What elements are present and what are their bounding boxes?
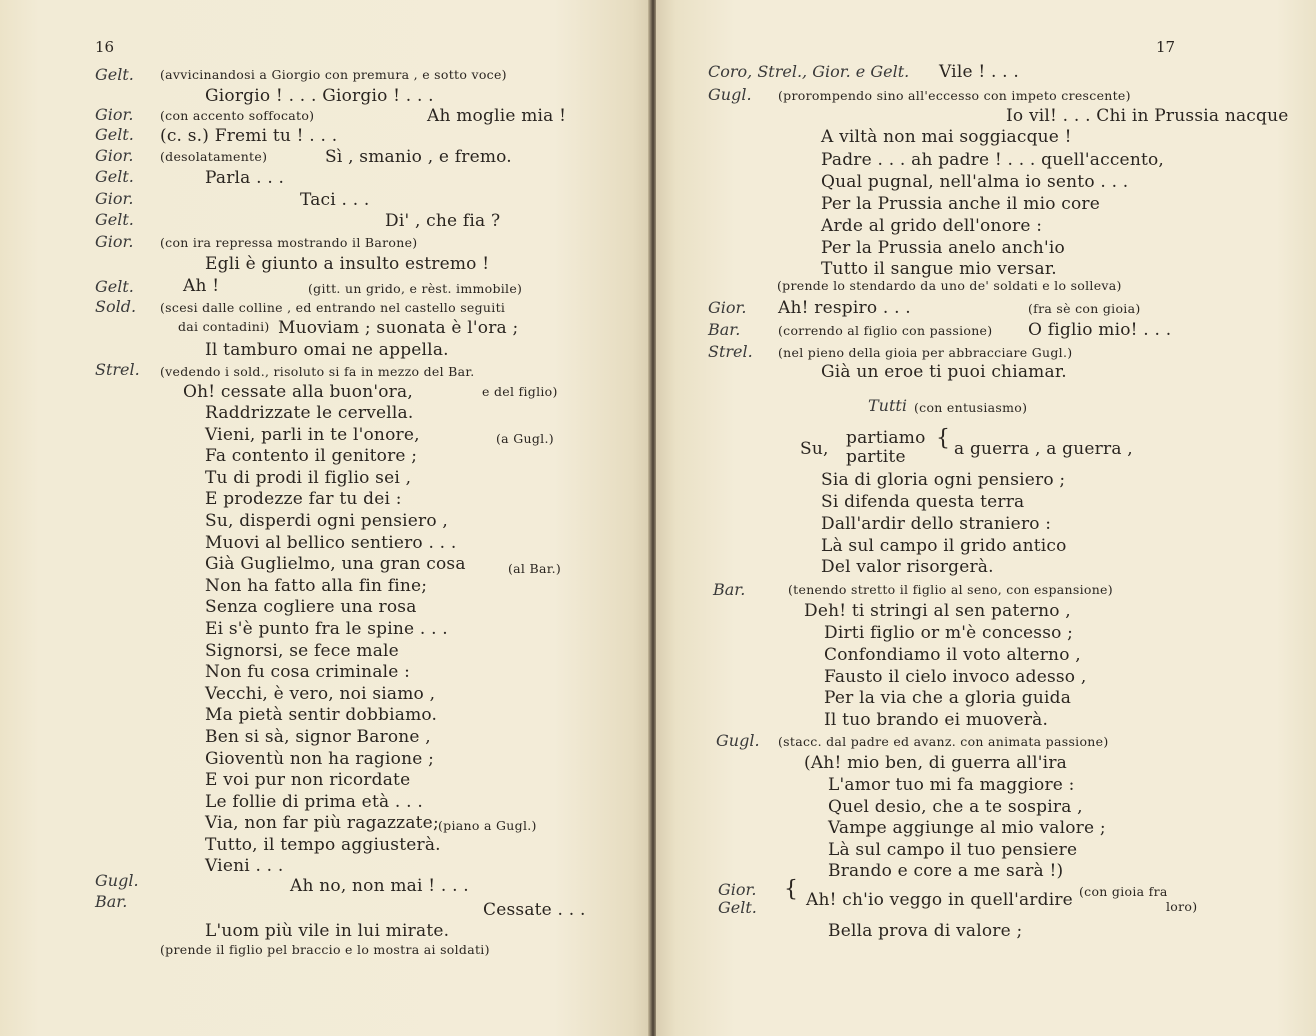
- verse-line: Di' , che fia ?: [385, 211, 501, 231]
- stage-direction: (tenendo stretto il figlio al seno, con espansione): [788, 582, 1113, 597]
- stage-direction: loro): [1166, 899, 1198, 914]
- verse-line: O figlio mio! . . .: [1028, 320, 1172, 340]
- stage-direction: (con ira repressa mostrando il Barone): [160, 235, 418, 250]
- verse-line: a guerra , a guerra ,: [954, 439, 1133, 459]
- verse-line: Per la via che a gloria guida: [824, 688, 1072, 708]
- speaker-label: Gugl.: [716, 731, 760, 750]
- verse-line: Già Guglielmo, una gran cosa: [205, 554, 466, 574]
- speaker-label: Gior.: [95, 146, 134, 165]
- verse-line: Non ha fatto alla fin fine;: [205, 576, 428, 596]
- stage-direction: (desolatamente): [160, 149, 268, 164]
- verse-line: Il tuo brando ei muoverà.: [824, 710, 1049, 730]
- speaker-label: Gelt.: [95, 210, 134, 229]
- stage-direction: (nel pieno della gioia per abbracciare Gugl.): [778, 345, 1073, 360]
- speaker-label: Gior.: [718, 880, 757, 899]
- verse-line: Ei s'è punto fra le spine . . .: [205, 619, 448, 639]
- verse-line: Vecchi, è vero, noi siamo ,: [205, 684, 436, 704]
- verse-line: Non fu cosa criminale :: [205, 662, 411, 682]
- stage-direction: (piano a Gugl.): [438, 818, 537, 833]
- verse-line: Deh! ti stringi al sen paterno ,: [804, 601, 1071, 621]
- verse-line: Le follie di prima età . . .: [205, 792, 423, 812]
- verse-line: Gioventù non ha ragione ;: [205, 749, 435, 769]
- verse-line: E voi pur non ricordate: [205, 770, 411, 790]
- verse-line: Il tamburo omai ne appella.: [205, 340, 449, 360]
- stage-direction: (al Bar.): [508, 561, 562, 576]
- verse-line: Bella prova di valore ;: [828, 921, 1023, 941]
- verse-line: Giorgio ! . . . Giorgio ! . . .: [205, 86, 434, 106]
- verse-line: Via, non far più ragazzate;: [205, 813, 439, 833]
- stage-direction: (scesi dalle colline , ed entrando nel castello seguiti: [160, 300, 506, 315]
- verse-line: Del valor risorgerà.: [821, 557, 994, 577]
- speaker-label: Gelt.: [95, 65, 134, 84]
- verse-line: Su,: [800, 439, 829, 459]
- speaker-label: Gelt.: [95, 167, 134, 186]
- stage-direction: (con accento soffocato): [160, 108, 315, 123]
- verse-line: Brando e core a me sarà !): [828, 861, 1064, 881]
- stage-direction: e del figlio): [482, 384, 558, 399]
- speaker-label: Gelt.: [95, 277, 134, 296]
- verse-line: Signorsi, se fece male: [205, 641, 399, 661]
- speaker-label: Tutti: [868, 396, 907, 415]
- verse-line: Oh! cessate alla buon'ora,: [183, 382, 413, 402]
- verse-line: Arde al grido dell'onore :: [821, 216, 1043, 236]
- verse-line: Già un eroe ti puoi chiamar.: [821, 362, 1067, 382]
- page-number: 16: [95, 38, 115, 56]
- stage-direction: (prorompendo sino all'eccesso con impeto crescente): [778, 88, 1131, 103]
- verse-line: Ah moglie mia !: [427, 106, 567, 126]
- stage-direction: (fra sè con gioia): [1028, 301, 1141, 316]
- stage-direction: (avvicinandosi a Giorgio con premura , e sotto voce): [160, 67, 507, 82]
- verse-line: L'amor tuo mi fa maggiore :: [828, 775, 1075, 795]
- verse-line: Parla . . .: [205, 168, 285, 188]
- verse-line: Ma pietà sentir dobbiamo.: [205, 705, 438, 725]
- speaker-label: Gugl.: [708, 85, 752, 104]
- verse-line: Raddrizzate le cervella.: [205, 403, 414, 423]
- speaker-label: Gelt.: [718, 898, 757, 917]
- speaker-label: Gior.: [95, 232, 134, 251]
- verse-line: Fausto il cielo invoco adesso ,: [824, 667, 1087, 687]
- stage-direction: (correndo al figlio con passione): [778, 323, 993, 338]
- verse-line: A viltà non mai soggiacque !: [821, 127, 1072, 147]
- verse-line: Dirti figlio or m'è concesso ;: [824, 623, 1074, 643]
- speaker-label: Bar.: [708, 320, 741, 339]
- verse-line: Io vil! . . . Chi in Prussia nacque: [1006, 106, 1289, 126]
- verse-line: Ben si sà, signor Barone ,: [205, 727, 431, 747]
- verse-line: Sia di gloria ogni pensiero ;: [821, 470, 1066, 490]
- verse-line: Tutto, il tempo aggiusterà.: [205, 835, 441, 855]
- verse-line: Taci . . .: [300, 190, 370, 210]
- speaker-label: Gior.: [95, 105, 134, 124]
- brace: {: [936, 426, 950, 451]
- stage-direction: (con entusiasmo): [914, 400, 1028, 415]
- verse-line: Ah! respiro . . .: [778, 298, 911, 318]
- speaker-label: Strel.: [95, 360, 140, 379]
- stage-direction: (prende lo stendardo da uno de' soldati e lo solleva): [777, 278, 1122, 293]
- verse-line: Qual pugnal, nell'alma io sento . . .: [821, 172, 1129, 192]
- verse-line: Quel desio, che a te sospira ,: [828, 797, 1083, 817]
- stage-direction: (a Gugl.): [496, 431, 554, 446]
- stage-direction: (stacc. dal padre ed avanz. con animata passione): [778, 734, 1109, 749]
- stage-direction: dai contadini): [178, 319, 270, 334]
- verse-line: partite: [846, 447, 906, 467]
- speaker-label: Strel.: [708, 342, 753, 361]
- verse-line: Si difenda questa terra: [821, 492, 1025, 512]
- verse-line: partiamo: [846, 428, 926, 448]
- stage-direction: (vedendo i sold., risoluto si fa in mezzo del Bar.: [160, 364, 475, 379]
- verse-line: Per la Prussia anelo anch'io: [821, 238, 1065, 258]
- speaker-label: Sold.: [95, 297, 137, 316]
- verse-line: Ah! ch'io veggo in quell'ardire: [806, 890, 1073, 910]
- verse-line: Vieni . . .: [205, 856, 284, 876]
- page-number: 17: [1156, 38, 1176, 56]
- speaker-label: Gelt.: [95, 125, 134, 144]
- verse-line: Vile ! . . .: [939, 62, 1019, 82]
- stage-direction: (gitt. un grido, e rèst. immobile): [308, 281, 523, 296]
- verse-line: Tu di prodi il figlio sei ,: [205, 468, 412, 488]
- verse-line: (c. s.) Fremi tu ! . . .: [160, 126, 338, 146]
- speaker-label: Gior.: [95, 189, 134, 208]
- verse-line: E prodezze far tu dei :: [205, 489, 402, 509]
- verse-line: Per la Prussia anche il mio core: [821, 194, 1101, 214]
- verse-line: Confondiamo il voto alterno ,: [824, 645, 1081, 665]
- speaker-label: Bar.: [95, 892, 128, 911]
- verse-line: Fa contento il genitore ;: [205, 446, 418, 466]
- stage-direction: (prende il figlio pel braccio e lo mostra ai soldati): [160, 942, 490, 957]
- verse-line: Padre . . . ah padre ! . . . quell'accento,: [821, 150, 1165, 170]
- right-page: [656, 0, 1316, 1036]
- verse-line: Tutto il sangue mio versar.: [821, 259, 1057, 279]
- speaker-label: Gior.: [708, 298, 747, 317]
- brace: {: [784, 877, 798, 902]
- verse-line: Muovi al bellico sentiero . . .: [205, 533, 457, 553]
- verse-line: Vampe aggiunge al mio valore ;: [828, 818, 1106, 838]
- speaker-label: Gugl.: [95, 871, 139, 890]
- verse-line: Cessate . . .: [483, 900, 586, 920]
- verse-line: Ah no, non mai ! . . .: [290, 876, 469, 896]
- stage-direction: (con gioia fra: [1079, 884, 1168, 899]
- verse-line: Senza cogliere una rosa: [205, 597, 417, 617]
- verse-line: Vieni, parli in te l'onore,: [205, 425, 420, 445]
- verse-line: Là sul campo il grido antico: [821, 536, 1067, 556]
- verse-line: Sì , smanio , e fremo.: [325, 147, 512, 167]
- verse-line: Dall'ardir dello straniero :: [821, 514, 1052, 534]
- speaker-label: Bar.: [713, 580, 746, 599]
- verse-line: L'uom più vile in lui mirate.: [205, 921, 450, 941]
- verse-line: (Ah! mio ben, di guerra all'ira: [804, 753, 1067, 773]
- verse-line: Muoviam ; suonata è l'ora ;: [278, 318, 519, 338]
- verse-line: Su, disperdi ogni pensiero ,: [205, 511, 449, 531]
- verse-line: Ah !: [183, 276, 220, 296]
- speaker-label: Coro, Strel., Gior. e Gelt.: [708, 62, 910, 81]
- verse-line: Egli è giunto a insulto estremo !: [205, 254, 490, 274]
- verse-line: Là sul campo il tuo pensiere: [828, 840, 1078, 860]
- left-page: [0, 0, 652, 1036]
